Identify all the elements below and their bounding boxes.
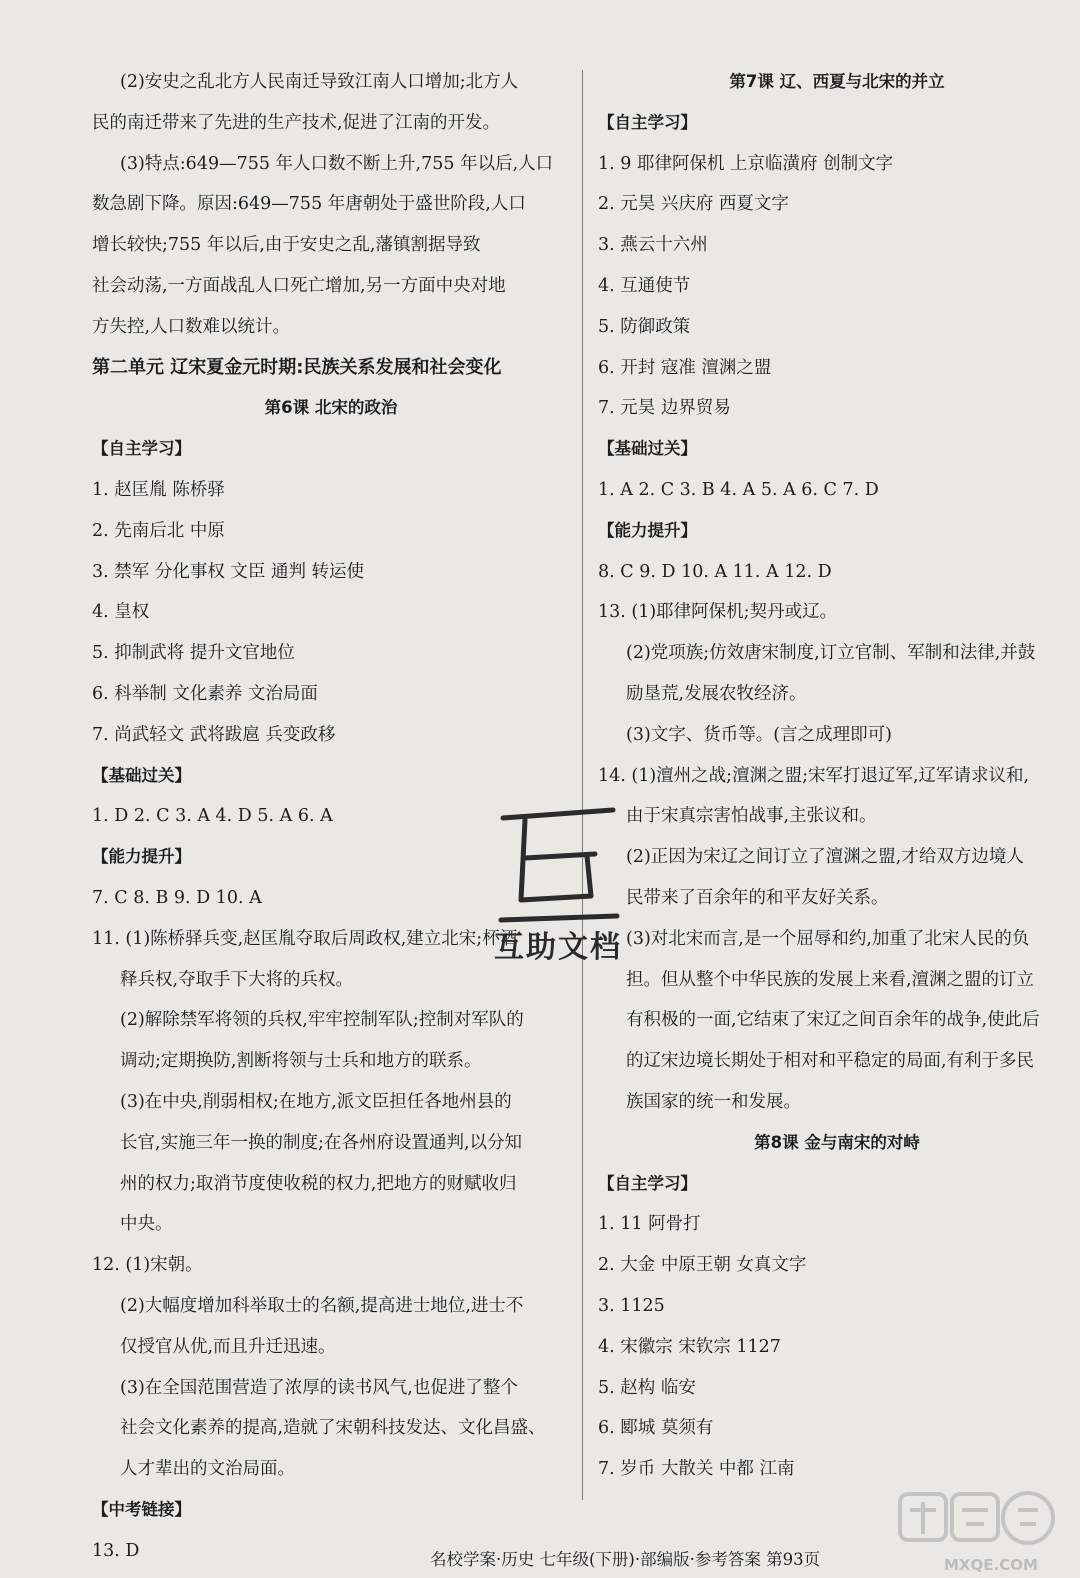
column-divider: [582, 70, 583, 1500]
left-column-line: 1. 赵匡胤 陈桥驿: [92, 479, 225, 500]
left-column-line: 13. D: [92, 1540, 140, 1561]
left-column-line: (3)在全国范围营造了浓厚的读书风气,也促进了整个: [120, 1377, 518, 1398]
left-column-line: 2. 先南后北 中原: [92, 520, 225, 541]
right-column-line: 【基础过关】: [598, 439, 697, 459]
right-column-line: 民带来了百余年的和平友好关系。: [626, 887, 889, 908]
left-column-line: (2)安史之乱北方人民南迁导致江南人口增加;北方人: [120, 72, 519, 92]
right-column-line: 有积极的一面,它结束了宋辽之间百余年的战争,使此后: [626, 1010, 1040, 1031]
right-column-line: (3)文字、货币等。(言之成理即可): [626, 724, 892, 745]
right-column-line: 3. 1125: [598, 1295, 665, 1316]
right-column-line: 2. 大金 中原王朝 女真文字: [598, 1255, 807, 1276]
left-column-line: 长官,实施三年一换的制度;在各州府设置通判,以分知: [120, 1132, 523, 1153]
right-column-line: 1. 9 耶律阿保机 上京临潢府 创制文字: [598, 153, 894, 174]
left-column-line: (2)大幅度增加科举取士的名额,提高进士地位,进士不: [120, 1295, 524, 1316]
right-column-line: 6. 郾城 莫须有: [598, 1418, 714, 1439]
left-column-line: 州的权力;取消节度使收税的权力,把地方的财赋收归: [120, 1173, 517, 1194]
right-column-line: 担。但从整个中华民族的发展上来看,澶渊之盟的订立: [626, 969, 1035, 990]
left-column-line: 方失控,人口数难以统计。: [92, 316, 291, 337]
left-column-line: 中央。: [120, 1214, 173, 1235]
left-column-line: 社会文化素养的提高,造就了宋朝科技发达、文化昌盛、: [120, 1418, 546, 1439]
right-column-line: 3. 燕云十六州: [598, 235, 708, 256]
right-column-line: 7. 岁币 大散关 中都 江南: [598, 1459, 795, 1480]
left-column-line: 调动;定期换防,割断将领与士兵和地方的联系。: [120, 1051, 482, 1072]
right-column-line: 6. 开封 寇准 澶渊之盟: [598, 357, 772, 378]
right-column-line: 【能力提升】: [598, 520, 697, 540]
right-column-line: (2)党项族;仿效唐宋制度,订立官制、军制和法律,并鼓: [626, 643, 1036, 664]
right-column: [598, 62, 1076, 1490]
right-column-line: 第8课 金与南宋的对峙: [754, 1132, 920, 1152]
left-column-line: 民的南迁带来了先进的生产技术,促进了江南的开发。: [92, 112, 501, 133]
site-url: MXQE.COM: [944, 1556, 1038, 1574]
right-column-line: 8. C 9. D 10. A 11. A 12. D: [598, 561, 832, 582]
right-column-line: 的辽宋边境长期处于相对和平稳定的局面,有利于多民: [626, 1051, 1035, 1072]
left-column-line: 社会动荡,一方面战乱人口死亡增加,另一方面中央对地: [92, 275, 506, 296]
left-column-line: (3)特点:649—755 年人口数不断上升,755 年以后,人口: [120, 153, 554, 174]
left-column-line: 11. (1)陈桥驿兵变,赵匡胤夺取后周政权,建立北宋;杯酒: [92, 928, 518, 949]
left-column-line: 第6课 北宋的政治: [264, 398, 398, 418]
right-column-line: 4. 互通使节: [598, 275, 691, 296]
right-column-line: 励垦荒,发展农牧经济。: [626, 683, 807, 704]
right-column-line: 2. 元昊 兴庆府 西夏文字: [598, 194, 789, 215]
left-column-line: 6. 科举制 文化素养 文治局面: [92, 683, 318, 704]
left-column-line: 增长较快;755 年以后,由于安史之乱,藩镇割据导致: [92, 235, 481, 256]
right-column-line: 1. 11 阿骨打: [598, 1214, 701, 1235]
right-column-line: 13. (1)耶律阿保机;契丹或辽。: [598, 602, 838, 623]
left-column-line: 【能力提升】: [92, 847, 191, 867]
right-column-line: 由于宋真宗害怕战事,主张议和。: [626, 806, 877, 827]
right-column-line: 1. A 2. C 3. B 4. A 5. A 6. C 7. D: [598, 479, 879, 500]
watermark-text: 互助文档: [494, 930, 622, 965]
left-column-line: 数急剧下降。原因:649—755 年唐朝处于盛世阶段,人口: [92, 194, 526, 215]
left-column-line: (2)解除禁军将领的兵权,牢牢控制军队;控制对军队的: [120, 1010, 524, 1031]
left-column-line: 【自主学习】: [92, 439, 191, 459]
left-column-line: 5. 抑制武将 提升文官地位: [92, 643, 295, 664]
left-column-line: 7. 尚武轻文 武将跋扈 兵变政移: [92, 724, 336, 745]
left-column-line: 7. C 8. B 9. D 10. A: [92, 887, 262, 908]
left-column-line: 12. (1)宋朝。: [92, 1255, 203, 1276]
left-column-line: 3. 禁军 分化事权 文臣 通判 转运使: [92, 561, 365, 582]
left-column-line: 1. D 2. C 3. A 4. D 5. A 6. A: [92, 806, 333, 827]
right-column-line: 第7课 辽、西夏与北宋的并立: [729, 72, 945, 91]
page-footer: 名校学案·历史 七年级(下册)·部编版·参考答案 第93页: [430, 1550, 821, 1569]
right-column-line: 7. 元昊 边界贸易: [598, 398, 731, 419]
left-column-line: 4. 皇权: [92, 602, 150, 623]
right-column-line: (2)正因为宋辽之间订立了澶渊之盟,才给双方边境人: [626, 847, 1024, 868]
left-column-line: 人才辈出的文治局面。: [120, 1459, 295, 1480]
right-column-line: (3)对北宋而言,是一个屈辱和约,加重了北宋人民的负: [626, 928, 1030, 949]
right-column-line: 14. (1)澶州之战;澶渊之盟;宋军打退辽军,辽军请求议和,: [598, 765, 1030, 786]
right-column-line: 族国家的统一和发展。: [626, 1091, 801, 1112]
right-column-line: 5. 防御政策: [598, 316, 691, 337]
left-column-line: 【中考链接】: [92, 1499, 191, 1519]
left-column-line: 第二单元 辽宋夏金元时期:民族关系发展和社会变化: [92, 356, 502, 378]
right-column-line: 4. 宋徽宗 宋钦宗 1127: [598, 1336, 781, 1357]
left-column-line: (3)在中央,削弱相权;在地方,派文臣担任各地州县的: [120, 1091, 512, 1112]
right-column-line: 【自主学习】: [598, 112, 697, 132]
right-column-line: 5. 赵构 临安: [598, 1377, 696, 1398]
left-column-line: 释兵权,夺取手下大将的兵权。: [120, 969, 354, 990]
left-column-line: 【基础过关】: [92, 765, 191, 785]
left-column-line: 仅授官从优,而且升迁迅速。: [120, 1336, 336, 1357]
right-column-line: 【自主学习】: [598, 1173, 697, 1193]
